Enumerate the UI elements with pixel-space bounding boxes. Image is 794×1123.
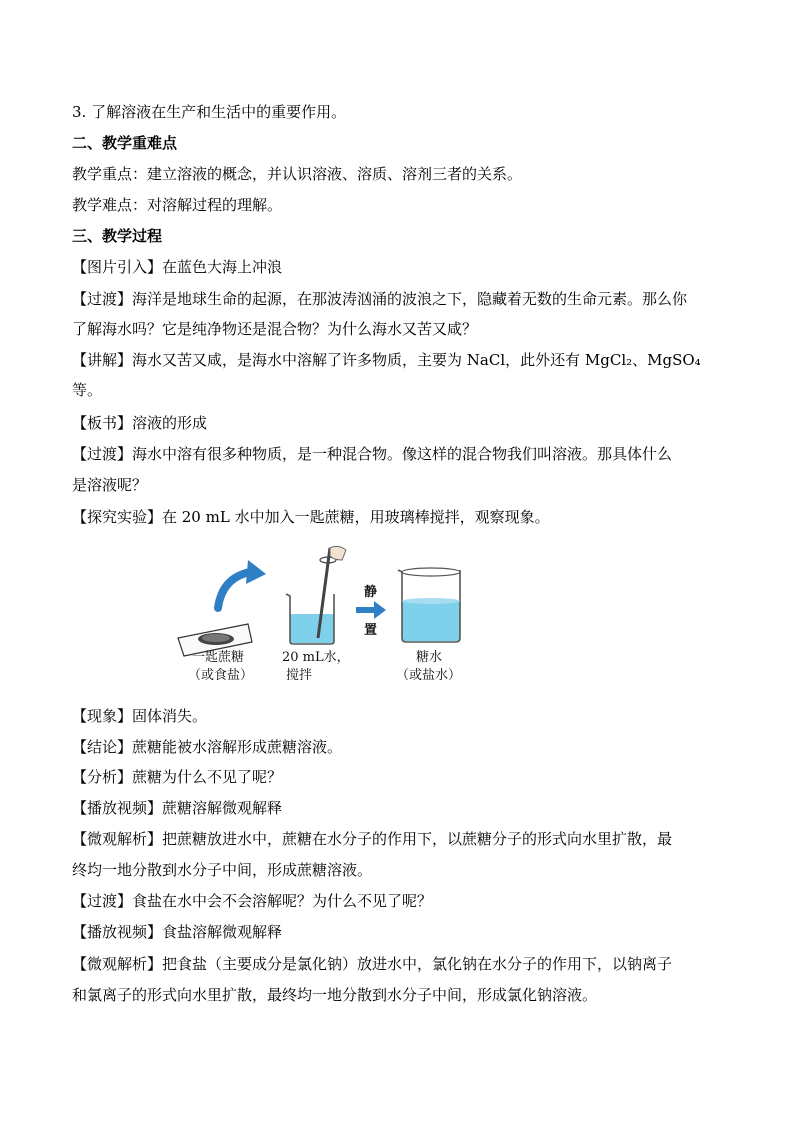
arrow-label-top: 静: [364, 585, 378, 600]
paragraph-phenomenon: 【现象】固体消失。: [72, 707, 208, 725]
caption-sugar-line1: 一匙蔗糖: [192, 650, 245, 665]
paragraph-analysis: 【分析】蔗糖为什么不见了呢？: [72, 768, 283, 786]
section-heading-difficulties: 二、教学重难点: [72, 134, 178, 152]
experiment-diagram: [170, 538, 530, 688]
paragraph-experiment: 【探究实验】在 20 mL 水中加入一匙蔗糖，用玻璃棒搅拌，观察现象。: [72, 508, 550, 526]
caption-sugar-line2: （或食盐）: [188, 668, 254, 683]
paragraph-transition-1b: 了解海水吗？它是纯净物还是混合物？为什么海水又苦又咸？: [72, 320, 478, 338]
paragraph-micro-2a: 【微观解析】把食盐（主要成分是氯化钠）放进水中，氯化钠在水分子的作用下，以钠离子: [72, 955, 673, 973]
paragraph-explain-b: 等。: [72, 381, 103, 399]
experiment-figure: [170, 538, 530, 688]
paragraph-micro-2b: 和氯离子的形式向水里扩散，最终均一地分散到水分子中间，形成氯化钠溶液。: [72, 986, 598, 1004]
paragraph-video-2: 【播放视频】食盐溶解微观解释: [72, 923, 283, 941]
arrow-label-bottom: 置: [364, 623, 378, 638]
paragraph-explain-a: 【讲解】海水又苦又咸，是海水中溶解了许多物质，主要为 NaCl，此外还有 MgCl₂、MgSO₄: [72, 351, 701, 369]
paragraph-board: 【板书】溶液的形成: [72, 414, 208, 432]
standing-arrow-icon: [356, 584, 386, 638]
paragraph-transition-2b: 是溶液呢？: [72, 476, 148, 494]
caption-result-line1: 糖水: [416, 650, 443, 665]
key-point: 教学重点：建立溶液的概念，并认识溶液、溶质、溶剂三者的关系。: [72, 165, 523, 183]
solution-beaker-illustration: [398, 568, 460, 642]
difficult-point: 教学难点：对溶解过程的理解。: [72, 196, 283, 214]
paragraph-video-1: 【播放视频】蔗糖溶解微观解释: [72, 799, 283, 817]
paragraph-conclusion: 【结论】蔗糖能被水溶解形成蔗糖溶液。: [72, 738, 343, 756]
curved-arrow-icon: [218, 560, 266, 608]
paragraph-intro: 【图片引入】在蓝色大海上冲浪: [72, 258, 283, 276]
goal-item-3: 3. 了解溶液在生产和生活中的重要作用。: [72, 103, 347, 121]
section-heading-process: 三、教学过程: [72, 227, 163, 245]
paragraph-transition-1a: 【过渡】海洋是地球生命的起源，在那波涛汹涌的波浪之下，隐藏着无数的生命元素。那么你: [72, 290, 688, 308]
paragraph-transition-2a: 【过渡】海水中溶有很多种物质，是一种混合物。像这样的混合物我们叫溶液。那具体什么: [72, 445, 673, 463]
beaker-with-water-illustration: [286, 546, 346, 644]
caption-water-line1: 20 mL水，: [282, 650, 350, 665]
paragraph-transition-3: 【过渡】食盐在水中会不会溶解呢？为什么不见了呢？: [72, 892, 433, 910]
paragraph-micro-1b: 终均一地分散到水分子中间，形成蔗糖溶液。: [72, 861, 373, 879]
paragraph-micro-1a: 【微观解析】把蔗糖放进水中，蔗糖在水分子的作用下，以蔗糖分子的形式向水里扩散，最: [72, 830, 673, 848]
caption-water-line2: 搅拌: [286, 668, 313, 683]
caption-result-line2: （或盐水）: [396, 668, 462, 683]
